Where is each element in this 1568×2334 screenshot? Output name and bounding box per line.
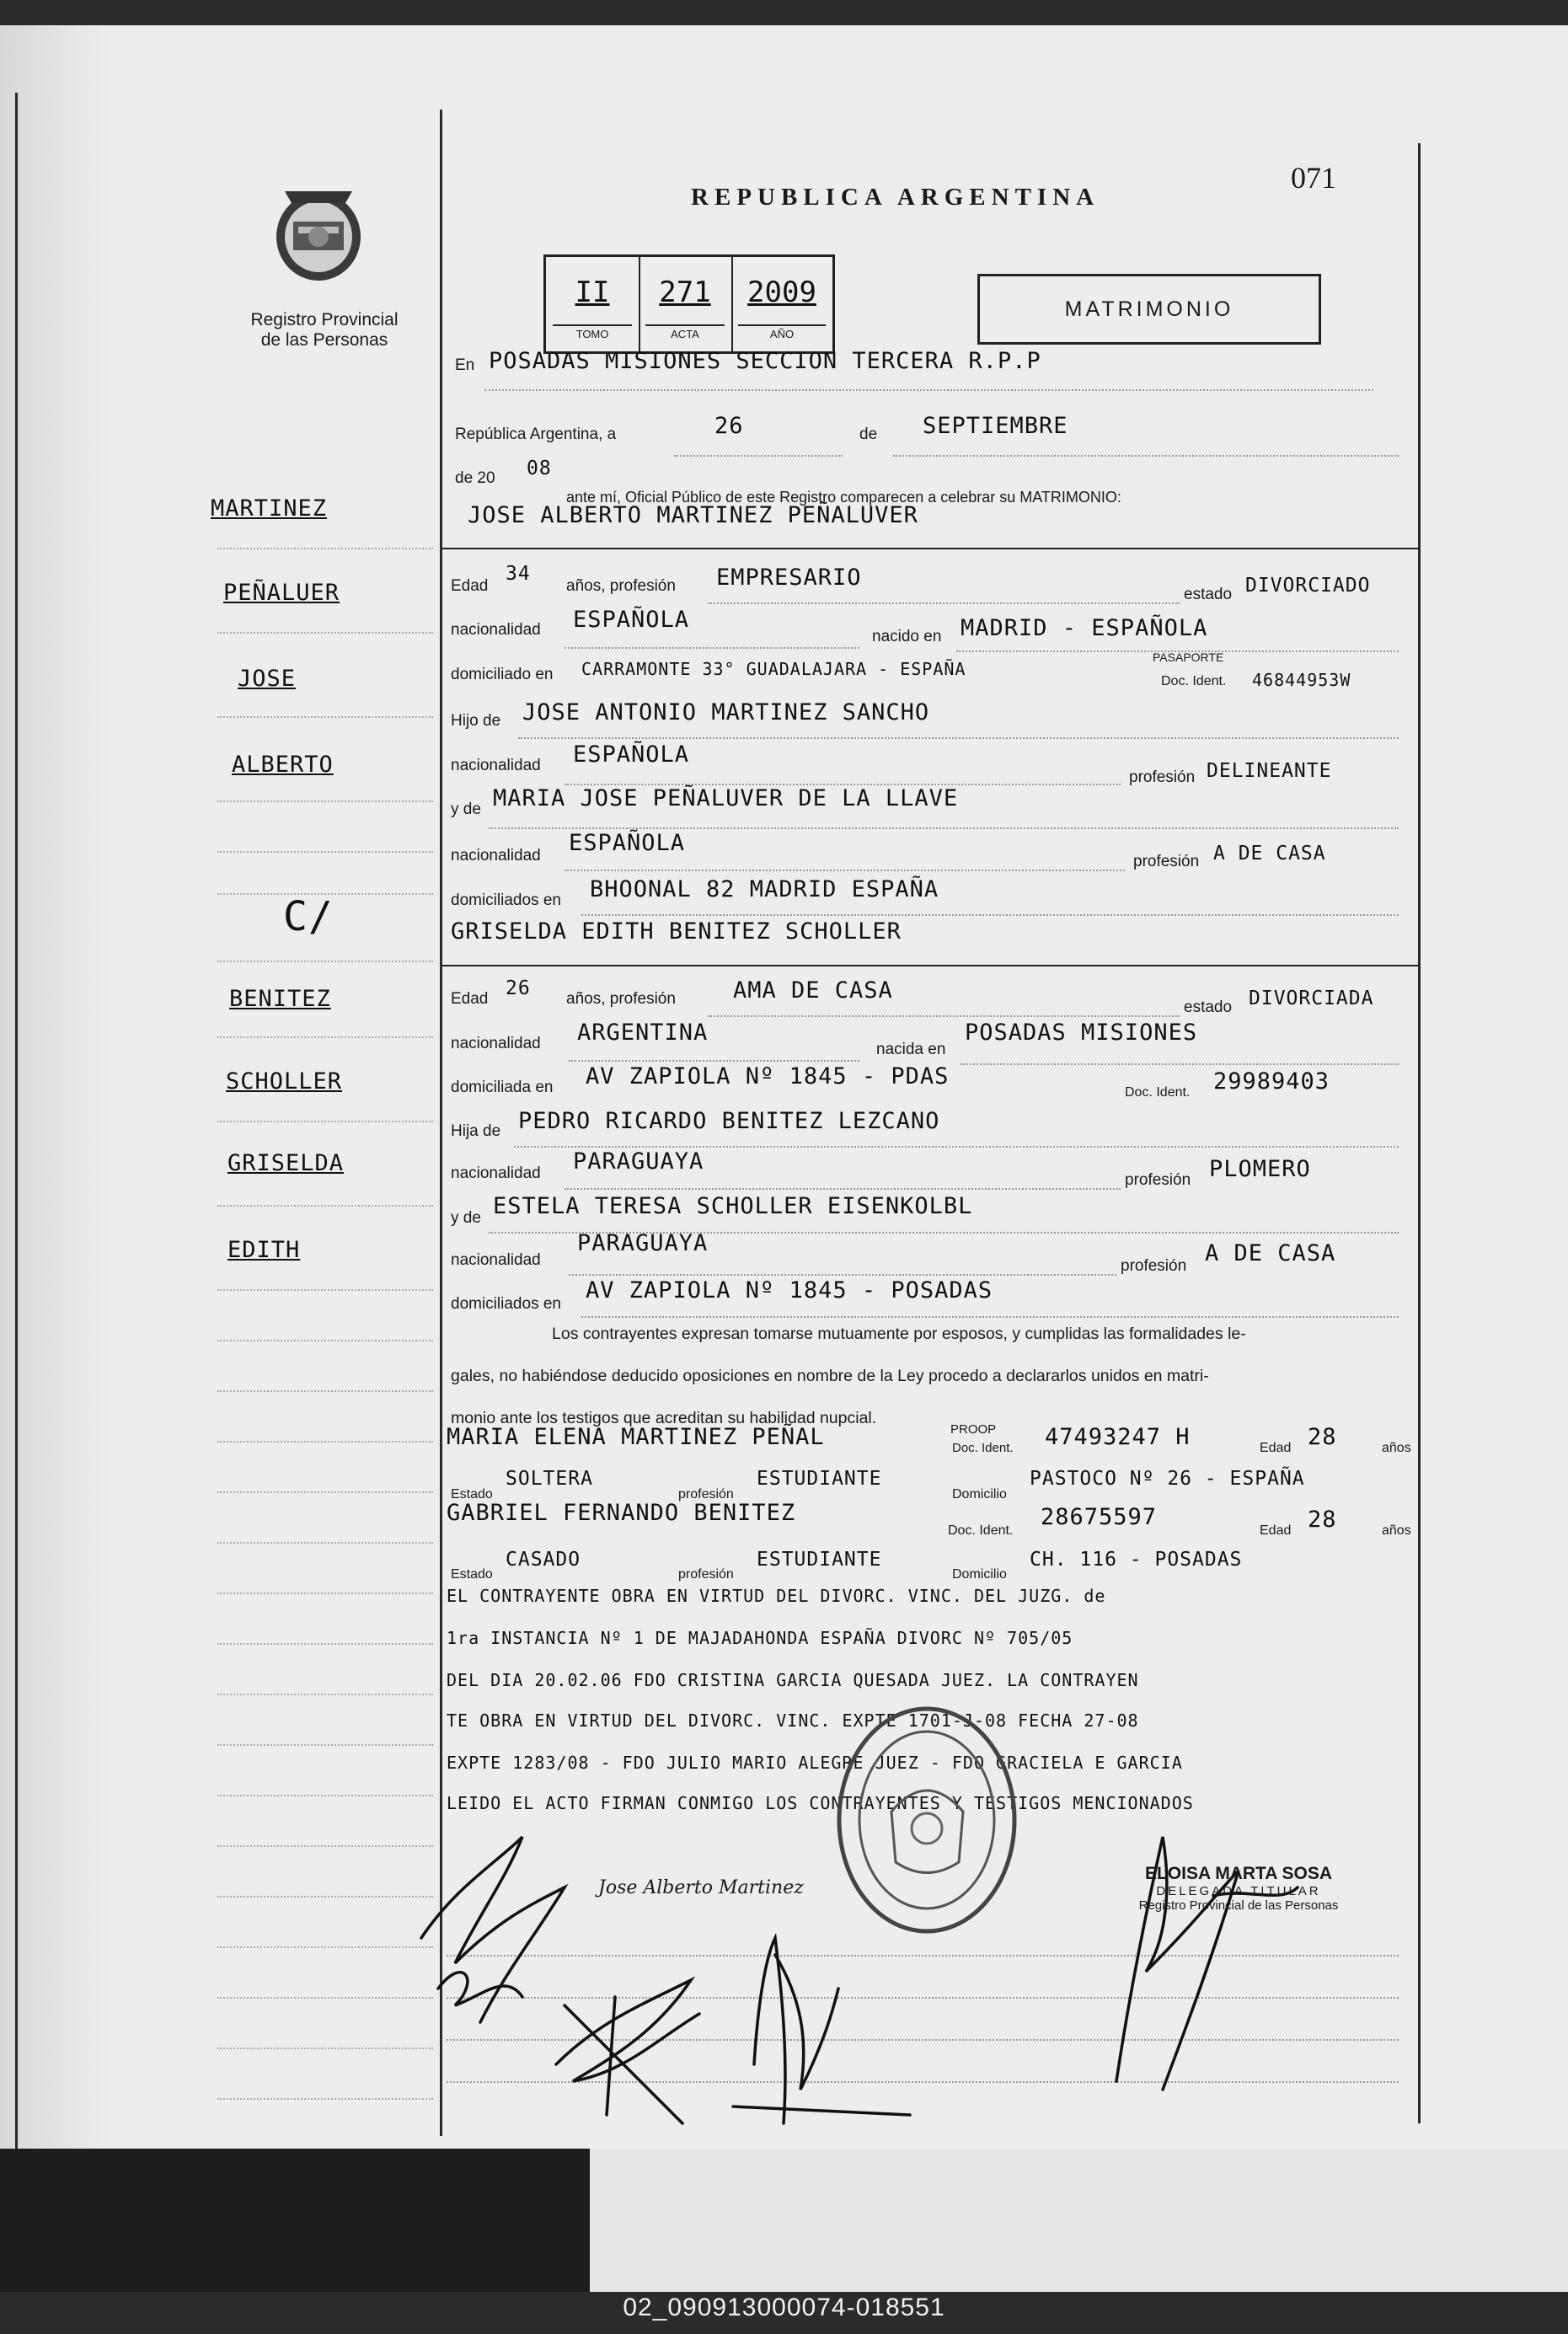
section-line bbox=[442, 965, 1420, 966]
witness1-edad-label: Edad bbox=[1260, 1441, 1292, 1455]
rule bbox=[569, 1274, 1116, 1276]
margin-name-9: EDITH bbox=[227, 1237, 301, 1263]
acta-cell bbox=[639, 257, 733, 351]
margin-name-5: C/ bbox=[283, 893, 334, 940]
groom-estado-label: estado bbox=[1184, 586, 1233, 603]
bride-father-nat-label: nacionalidad bbox=[451, 1164, 541, 1182]
witness1-civil-status: SOLTERA bbox=[506, 1468, 593, 1490]
witness2-age: 28 bbox=[1308, 1507, 1337, 1533]
margin-rule bbox=[217, 1340, 433, 1341]
groom-profesion-label: años, profesión bbox=[566, 577, 676, 595]
bride-doc-number: 29989403 bbox=[1213, 1068, 1330, 1095]
year-prefix-label: de 20 bbox=[455, 469, 495, 487]
margin-rule bbox=[217, 1896, 433, 1898]
margin-rule bbox=[217, 1997, 433, 1999]
witness1-dom-label: Domicilio bbox=[952, 1487, 1007, 1502]
groom-yde-label: y de bbox=[451, 800, 481, 818]
note-line-1: EL CONTRAYENTE OBRA EN VIRTUD DEL DIVORC. VINC. DEL JUZG. de bbox=[447, 1586, 1106, 1606]
groom-nacionalidad-label: nacionalidad bbox=[451, 621, 541, 639]
groom-doc-note: PASAPORTE bbox=[1153, 650, 1224, 664]
witness1-doc-label: Doc. Ident. bbox=[952, 1441, 1014, 1455]
groom-father-nat-label: nacionalidad bbox=[451, 757, 541, 774]
bride-hija-label: Hija de bbox=[451, 1122, 501, 1140]
bride-age: 26 bbox=[506, 977, 531, 999]
note-line-3: DEL DIA 20.02.06 FDO CRISTINA GARCIA QUESADA JUEZ. LA CONTRAYEN bbox=[447, 1670, 1139, 1690]
register-page bbox=[0, 25, 1568, 2149]
rule bbox=[518, 737, 1399, 739]
signatory-name: ELOISA MARTA SOSA bbox=[1144, 1864, 1333, 1883]
signatures-icon bbox=[404, 1786, 1458, 2149]
margin-rule bbox=[217, 1441, 433, 1443]
witness2-dom-label: Domicilio bbox=[952, 1567, 1007, 1582]
rule bbox=[674, 455, 843, 457]
groom-nationality: ESPAÑOLA bbox=[573, 607, 690, 633]
margin-rule bbox=[217, 2098, 433, 2100]
groom-mother: MARIA JOSE PEÑALUVER DE LA LLAVE bbox=[493, 785, 959, 811]
groom-father-nationality: ESPAÑOLA bbox=[573, 741, 690, 768]
groom-birthplace: MADRID - ESPAÑOLA bbox=[961, 615, 1208, 641]
groom-parents-address: BHOONAL 82 MADRID ESPAÑA bbox=[590, 876, 939, 902]
bride-domicilio-label: domiciliada en bbox=[451, 1079, 554, 1096]
rule bbox=[708, 602, 1180, 604]
rule bbox=[514, 1146, 1399, 1148]
groom-father-profession: DELINEANTE bbox=[1207, 760, 1332, 782]
bride-nacionalidad-label: nacionalidad bbox=[451, 1035, 541, 1052]
margin-rule bbox=[217, 851, 433, 853]
groom-father: JOSE ANTONIO MARTINEZ SANCHO bbox=[522, 699, 930, 725]
groom-domicilio-label: domiciliado en bbox=[451, 666, 554, 683]
month-value: SEPTIEMBRE bbox=[923, 413, 1068, 439]
margin-rule bbox=[217, 1205, 433, 1207]
margin-rule bbox=[217, 1845, 433, 1847]
margin-rule bbox=[217, 1946, 433, 1948]
margin-name-3: JOSE bbox=[238, 666, 297, 692]
witness1-anos-label: años bbox=[1382, 1441, 1411, 1455]
bride-mother-prof-label: profesión bbox=[1121, 1257, 1187, 1275]
scan-caption: 02_090913000074-018551 bbox=[623, 2294, 945, 2321]
tomo-label: TOMO bbox=[553, 324, 632, 340]
bride-full-name: GRISELDA EDITH BENITEZ SCHOLLER bbox=[451, 918, 902, 945]
bride-doc-label: Doc. Ident. bbox=[1125, 1085, 1191, 1100]
bride-mother-profession: A DE CASA bbox=[1205, 1240, 1336, 1266]
groom-father-prof-label: profesión bbox=[1129, 768, 1196, 786]
scan-background bbox=[0, 2149, 590, 2292]
bride-yde-label: y de bbox=[451, 1209, 481, 1227]
rule bbox=[893, 455, 1399, 457]
witness2-estado-label: Estado bbox=[451, 1567, 493, 1582]
de-label: de bbox=[859, 426, 878, 443]
country-title: REPUBLICA ARGENTINA bbox=[691, 184, 1100, 211]
bride-address: AV ZAPIOLA Nº 1845 - PDAS bbox=[586, 1063, 950, 1089]
bride-estado-label: estado bbox=[1184, 998, 1233, 1016]
rule bbox=[565, 1188, 1121, 1190]
groom-profession: EMPRESARIO bbox=[716, 565, 862, 591]
margin-rule bbox=[217, 1694, 433, 1695]
bride-nationality: ARGENTINA bbox=[577, 1020, 709, 1046]
margin-rule bbox=[217, 1795, 433, 1796]
folio-number: 071 bbox=[1291, 161, 1336, 195]
witness1-doc-note: PROOP bbox=[950, 1422, 997, 1437]
witness2-name: GABRIEL FERNANDO BENITEZ bbox=[447, 1500, 796, 1526]
tomo-cell bbox=[546, 257, 640, 351]
note-line-2: 1ra INSTANCIA Nº 1 DE MAJADAHONDA ESPAÑA DIVORC Nº 705/05 bbox=[447, 1628, 1073, 1648]
margin-rule bbox=[217, 1744, 433, 1746]
margin-rule bbox=[217, 800, 433, 802]
witness1-name: MARIA ELENA MARTINEZ PEÑAL bbox=[447, 1424, 825, 1450]
signatory-office: Registro Provincial de las Personas bbox=[1138, 1898, 1339, 1913]
bride-parents-dom-label: domiciliados en bbox=[451, 1295, 561, 1313]
note-line-6: LEIDO EL ACTO FIRMAN CONMIGO LOS CONTRAYENTES Y TESTIGOS MENCIONADOS bbox=[447, 1793, 1194, 1813]
signature-caption: Jose Alberto Martinez bbox=[598, 1877, 804, 1898]
next-page-edge bbox=[590, 2149, 1568, 2292]
witness1-address: PASTOCO Nº 26 - ESPAÑA bbox=[1030, 1468, 1305, 1490]
margin-name-8: GRISELDA bbox=[227, 1150, 345, 1176]
place-value: POSADAS MISIONES SECCION TERCERA R.P.P bbox=[489, 348, 1041, 374]
margin-rule bbox=[217, 1121, 433, 1122]
provincial-seal-icon bbox=[268, 181, 369, 286]
anio-value: 2009 bbox=[747, 276, 816, 309]
bride-father-prof-label: profesión bbox=[1125, 1171, 1191, 1189]
rule bbox=[484, 389, 1373, 391]
witness2-anos-label: años bbox=[1382, 1523, 1411, 1538]
rule bbox=[565, 870, 1125, 871]
margin-name-2: PEÑALUER bbox=[223, 580, 340, 606]
margin-name-6: BENITEZ bbox=[229, 986, 331, 1012]
rule bbox=[489, 827, 1399, 829]
republica-label: República Argentina, a bbox=[455, 426, 617, 443]
witness2-edad-label: Edad bbox=[1260, 1523, 1292, 1538]
groom-civil-status: DIVORCIADO bbox=[1245, 575, 1371, 597]
rule bbox=[708, 1015, 1180, 1017]
rule bbox=[569, 1060, 859, 1062]
section-line bbox=[442, 548, 1420, 549]
margin-rule bbox=[217, 893, 433, 895]
note-line-5: EXPTE 1283/08 - FDO JULIO MARIO ALEGRE JUEZ - FDO GRACIELA E GARCIA bbox=[447, 1753, 1183, 1773]
bride-profession: AMA DE CASA bbox=[733, 977, 893, 1004]
bride-edad-label: Edad bbox=[451, 990, 489, 1008]
groom-full-name: JOSE ALBERTO MARTINEZ PEÑALUVER bbox=[468, 502, 918, 528]
left-edge-line bbox=[15, 93, 18, 2149]
declaration-line-3: monio ante los testigos que acreditan su habilidad nupcial. bbox=[451, 1409, 877, 1427]
rule bbox=[581, 914, 1399, 916]
acta-value: 271 bbox=[659, 276, 711, 309]
margin-rule bbox=[217, 1036, 433, 1038]
anio-label: AÑO bbox=[738, 324, 826, 340]
declaration-line-2: gales, no habiéndose deducido oposiciones en nombre de la Ley procedo a declararlos unidos en matri- bbox=[451, 1367, 1209, 1385]
bride-father-nationality: PARAGUAYA bbox=[573, 1148, 704, 1175]
witness2-doc-label: Doc. Ident. bbox=[948, 1523, 1014, 1538]
witness2-prof-label: profesión bbox=[678, 1567, 734, 1582]
margin-rule bbox=[217, 1643, 433, 1645]
margin-name-7: SCHOLLER bbox=[226, 1068, 343, 1095]
bride-parents-address: AV ZAPIOLA Nº 1845 - POSADAS bbox=[586, 1277, 993, 1304]
bride-mother-nationality: PARAGUAYA bbox=[577, 1230, 709, 1256]
witness1-estado-label: Estado bbox=[451, 1487, 493, 1502]
margin-rule bbox=[217, 1542, 433, 1544]
record-reference-box bbox=[543, 254, 835, 354]
witness2-civil-status: CASADO bbox=[506, 1549, 581, 1571]
bride-nacida-label: nacida en bbox=[876, 1041, 946, 1058]
witness2-address: CH. 116 - POSADAS bbox=[1030, 1549, 1243, 1571]
witness1-profession: ESTUDIANTE bbox=[757, 1468, 882, 1490]
bride-mother-nat-label: nacionalidad bbox=[451, 1251, 541, 1269]
witness2-profession: ESTUDIANTE bbox=[757, 1549, 882, 1571]
declaration-line-1: Los contrayentes expresan tomarse mutuamente por esposos, y cumplidas las formalidades le- bbox=[552, 1325, 1246, 1343]
bride-father: PEDRO RICARDO BENITEZ LEZCANO bbox=[518, 1108, 940, 1134]
witness2-doc-number: 28675597 bbox=[1041, 1504, 1158, 1530]
witness1-doc-number: 47493247 H bbox=[1045, 1424, 1191, 1450]
en-label: En bbox=[455, 356, 475, 374]
witness1-age: 28 bbox=[1308, 1424, 1337, 1450]
day-value: 26 bbox=[714, 413, 744, 439]
groom-age: 34 bbox=[506, 563, 531, 585]
groom-doc-label: Doc. Ident. bbox=[1161, 674, 1227, 688]
margin-rule bbox=[217, 1289, 433, 1291]
margin-rule bbox=[217, 548, 433, 549]
rule bbox=[961, 1063, 1399, 1065]
margin-rule bbox=[217, 632, 433, 634]
rule bbox=[565, 647, 859, 649]
margin-rule bbox=[217, 716, 433, 718]
margin-rule bbox=[217, 1390, 433, 1392]
witness1-prof-label: profesión bbox=[678, 1487, 734, 1502]
anio-cell bbox=[731, 257, 832, 351]
signatory-role: DELEGADA TITULAR bbox=[1156, 1884, 1321, 1898]
margin-rule bbox=[217, 2048, 433, 2049]
tomo-value: II bbox=[575, 276, 610, 309]
margin-name-4: ALBERTO bbox=[232, 752, 334, 778]
marriage-statement: ante mí, Oficial Público de este Registro comparecen a celebrar su MATRIMONIO: bbox=[566, 489, 1121, 506]
groom-doc-number: 46844953W bbox=[1252, 670, 1351, 690]
margin-name-1: MARTINEZ bbox=[211, 495, 328, 522]
signatory-block bbox=[1087, 1864, 1390, 1913]
bride-birthplace: POSADAS MISIONES bbox=[965, 1020, 1198, 1046]
margin-rule bbox=[217, 961, 433, 962]
registry-label: Registro Provincial de las Personas bbox=[250, 310, 399, 350]
document-type-box: MATRIMONIO bbox=[977, 274, 1321, 345]
groom-edad-label: Edad bbox=[451, 577, 489, 595]
note-line-4: TE OBRA EN VIRTUD DEL DIVORC. VINC. EXPTE 1701-J-08 FECHA 27-08 bbox=[447, 1710, 1139, 1731]
acta-label: ACTA bbox=[645, 324, 725, 340]
year-suffix-value: 08 bbox=[527, 458, 552, 479]
groom-mother-nat-label: nacionalidad bbox=[451, 847, 541, 865]
margin-rule bbox=[217, 1593, 433, 1594]
groom-mother-prof-label: profesión bbox=[1133, 853, 1200, 870]
groom-hijo-label: Hijo de bbox=[451, 712, 501, 730]
bride-mother: ESTELA TERESA SCHOLLER EISENKOLBL bbox=[493, 1193, 973, 1219]
groom-address: CARRAMONTE 33° GUADALAJARA - ESPAÑA bbox=[581, 659, 966, 679]
groom-nacido-label: nacido en bbox=[872, 628, 942, 645]
groom-mother-profession: A DE CASA bbox=[1213, 843, 1326, 865]
bride-profesion-label: años, profesión bbox=[566, 990, 676, 1008]
margin-rule bbox=[217, 1491, 433, 1493]
groom-parents-dom-label: domiciliados en bbox=[451, 891, 561, 909]
bride-civil-status: DIVORCIADA bbox=[1249, 988, 1374, 1009]
bride-father-profession: PLOMERO bbox=[1209, 1156, 1311, 1182]
groom-mother-nationality: ESPAÑOLA bbox=[569, 830, 686, 856]
